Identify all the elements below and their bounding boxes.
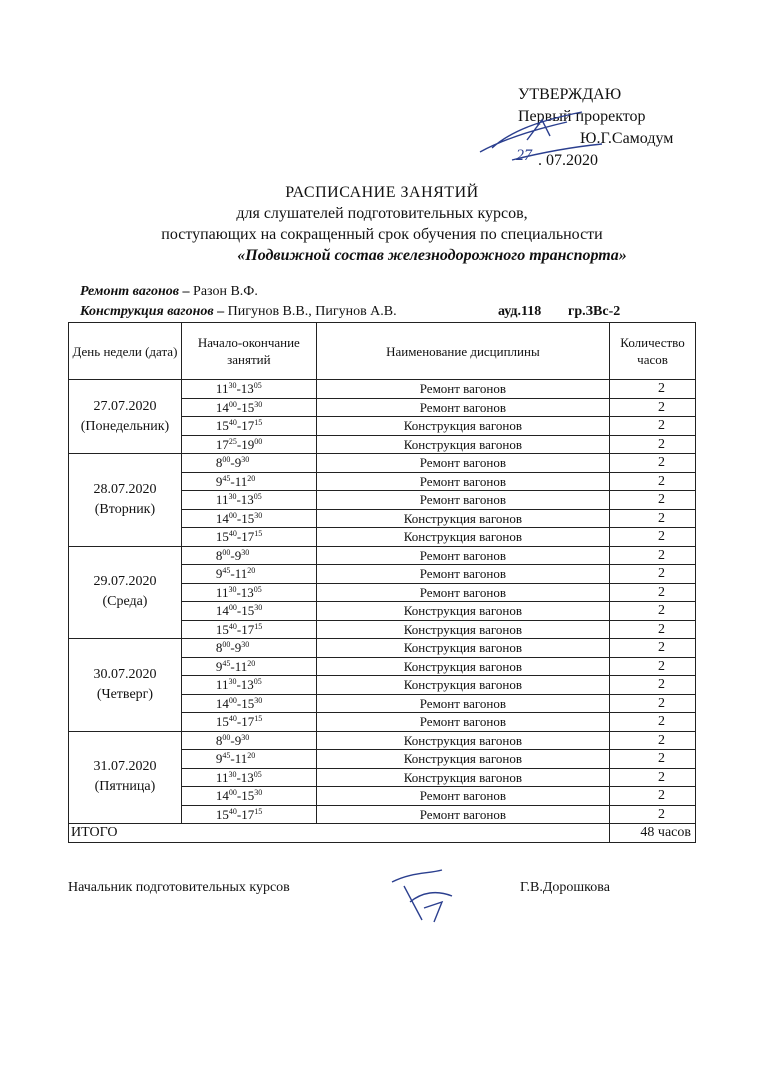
hours-cell: 2 [610,676,696,695]
discipline-cell: Конструкция вагонов [316,509,609,528]
time-cell: $15^{40}-17^{15}$ [181,713,316,732]
day-date: 30.07.2020 [93,666,157,682]
time-minutes: 30 [228,492,237,502]
schedule-body [69,380,696,824]
time-minutes: 30 [254,603,263,613]
time-hours: 11 [215,492,229,508]
time-cell: $14^{00}-15^{30}$ [181,787,316,806]
time-hours: 13 [240,381,254,397]
day-date: 31.07.2020 [93,759,157,775]
hours-cell: 2 [610,380,696,399]
time-minutes: 15 [254,529,263,539]
time-hours: 14 [215,399,229,415]
time-minutes: 30 [241,732,250,742]
time-minutes: 45 [222,658,231,668]
time-minutes: 30 [228,584,237,594]
hours-cell: 2 [610,417,696,436]
hours-cell: 2 [610,805,696,824]
time-hours: 11 [234,473,248,489]
day-cell [69,454,182,547]
discipline-cell: Ремонт вагонов [316,787,609,806]
discipline-cell: Ремонт вагонов [316,805,609,824]
time-cell: $15^{40}-17^{15}$ [181,528,316,547]
time-hours: 8 [215,455,223,471]
time-hours: 17 [241,714,255,730]
time-minutes: 20 [247,658,256,668]
header-hours: Количество часов [610,323,696,380]
time-minutes: 20 [247,566,256,576]
teacher-names: Пигунов В.В., Пигунов А.В. [227,304,397,319]
time-cell: $11^{30}-13^{05}$ [181,491,316,510]
time-cell: $8^{00}-9^{30}$ [181,731,316,750]
time-cell: $11^{30}-13^{05}$ [181,676,316,695]
time-minutes: 00 [228,510,237,520]
time-hours: 9 [234,732,242,748]
day-date: 27.07.2020 [93,398,157,414]
time-hours: 19 [241,436,255,452]
time-hours: 9 [215,473,223,489]
discipline-cell: Конструкция вагонов [316,602,609,621]
time-hours: 11 [234,658,248,674]
teachers-block [80,282,640,322]
time-cell: $9^{45}-11^{20}$ [181,565,316,584]
time-hours: 8 [215,547,223,563]
discipline-cell: Конструкция вагонов [316,750,609,769]
time-cell: $14^{00}-15^{30}$ [181,694,316,713]
day-cell [69,546,182,639]
teacher-row: Конструкция вагонов – Пигунов В.В., Пигунов А.В. ауд.118 гр.ЗВс-2 [80,302,640,322]
time-hours: 15 [215,714,229,730]
header-day: День недели (дата) [69,323,182,380]
time-cell: $17^{25}-19^{00}$ [181,435,316,454]
header-time: Начало-окончание занятий [181,323,316,380]
time-minutes: 30 [254,695,263,705]
time-hours: 9 [215,751,223,767]
hours-cell: 2 [610,565,696,584]
hours-cell: 2 [610,731,696,750]
time-hours: 15 [215,529,229,545]
time-hours: 9 [215,566,223,582]
header-discipline: Наименование дисциплины [316,323,609,380]
time-hours: 15 [215,418,229,434]
day-cell [69,639,182,732]
total-label: ИТОГО [69,824,610,843]
time-minutes: 05 [253,769,262,779]
time-minutes: 20 [247,751,256,761]
time-hours: 15 [241,399,255,415]
time-cell: $8^{00}-9^{30}$ [181,546,316,565]
time-hours: 13 [240,769,254,785]
time-cell: $14^{00}-15^{30}$ [181,398,316,417]
time-hours: 14 [215,788,229,804]
discipline-cell: Ремонт вагонов [316,583,609,602]
total-row [69,824,696,843]
discipline-cell: Конструкция вагонов [316,676,609,695]
discipline-cell: Конструкция вагонов [316,417,609,436]
time-minutes: 05 [253,381,262,391]
time-cell: $9^{45}-11^{20}$ [181,657,316,676]
time-minutes: 05 [253,584,262,594]
hours-cell: 2 [610,509,696,528]
discipline-cell: Конструкция вагонов [316,528,609,547]
day-cell [69,380,182,454]
time-minutes: 05 [253,492,262,502]
day-weekday: (Понедельник) [80,418,170,434]
head-signature [382,862,462,928]
approver-signature [472,100,622,168]
time-minutes: 45 [222,473,231,483]
time-hours: 13 [240,492,254,508]
time-minutes: 00 [228,399,237,409]
time-minutes: 30 [241,547,250,557]
time-minutes: 30 [254,510,263,520]
discipline-cell: Конструкция вагонов [316,435,609,454]
time-minutes: 15 [254,806,263,816]
time-hours: 15 [215,806,229,822]
time-cell: $15^{40}-17^{15}$ [181,805,316,824]
discipline-cell: Конструкция вагонов [316,657,609,676]
time-hours: 15 [241,695,255,711]
approver-name: Ю.Г.Самодум [580,130,674,147]
time-minutes: 00 [228,695,237,705]
teacher-discipline: Ремонт вагонов [80,284,180,299]
time-cell: $14^{00}-15^{30}$ [181,602,316,621]
time-minutes: 45 [222,566,231,576]
time-hours: 11 [234,566,248,582]
time-minutes: 30 [241,640,250,650]
schedule-table [68,322,696,843]
hours-cell: 2 [610,620,696,639]
hours-cell: 2 [610,713,696,732]
discipline-cell: Конструкция вагонов [316,639,609,658]
hours-cell: 2 [610,435,696,454]
time-hours: 8 [215,732,223,748]
time-cell: $8^{00}-9^{30}$ [181,639,316,658]
time-hours: 15 [241,788,255,804]
time-hours: 14 [215,695,229,711]
time-cell: $15^{40}-17^{15}$ [181,620,316,639]
hours-cell: 2 [610,546,696,565]
time-cell: $9^{45}-11^{20}$ [181,472,316,491]
time-cell: $11^{30}-13^{05}$ [181,380,316,399]
hours-cell: 2 [610,583,696,602]
time-hours: 8 [215,640,223,656]
time-minutes: 30 [241,455,250,465]
time-cell: $15^{40}-17^{15}$ [181,417,316,436]
time-minutes: 15 [254,418,263,428]
time-hours: 11 [234,751,248,767]
title-specialty: «Подвижной состав железнодорожного транспорта» [237,247,627,264]
hours-cell: 2 [610,454,696,473]
time-minutes: 30 [254,788,263,798]
time-minutes: 00 [222,732,231,742]
hours-cell: 2 [610,787,696,806]
discipline-cell: Ремонт вагонов [316,380,609,399]
time-hours: 15 [241,510,255,526]
time-hours: 13 [240,677,254,693]
time-minutes: 00 [254,436,263,446]
teacher-discipline: Конструкция вагонов [80,304,214,319]
time-minutes: 00 [222,640,231,650]
footer-name: Г.В.Дорошкова [520,880,610,895]
time-hours: 15 [215,621,229,637]
discipline-cell: Ремонт вагонов [316,694,609,713]
group-code: гр.ЗВс-2 [568,304,621,319]
day-weekday: (Вторник) [94,501,156,517]
table-row [69,731,696,750]
discipline-cell: Ремонт вагонов [316,713,609,732]
time-minutes: 00 [222,455,231,465]
title-main: РАСПИСАНИЕ ЗАНЯТИЙ [285,184,479,201]
time-hours: 11 [215,769,229,785]
teacher-row: Ремонт вагонов – Разон В.Ф. [80,284,258,299]
time-minutes: 00 [222,547,231,557]
time-minutes: 40 [228,529,237,539]
discipline-cell: Ремонт вагонов [316,398,609,417]
time-hours: 11 [215,584,229,600]
time-hours: 14 [215,603,229,619]
title-line-2: для слушателей подготовительных курсов, [236,205,528,222]
time-hours: 15 [241,603,255,619]
hours-cell: 2 [610,639,696,658]
hours-cell: 2 [610,528,696,547]
footer-position: Начальник подготовительных курсов [68,880,290,895]
document-title [0,182,764,266]
time-minutes: 45 [222,751,231,761]
day-cell [69,731,182,824]
table-row [69,454,696,473]
day-weekday: (Пятница) [94,779,156,795]
time-hours: 14 [215,510,229,526]
approve-label: УТВЕРЖДАЮ [518,86,622,103]
time-cell: $14^{00}-15^{30}$ [181,509,316,528]
time-minutes: 05 [253,677,262,687]
time-minutes: 40 [228,806,237,816]
time-cell: $11^{30}-13^{05}$ [181,583,316,602]
time-hours: 9 [215,658,223,674]
discipline-cell: Ремонт вагонов [316,491,609,510]
time-minutes: 15 [254,714,263,724]
time-minutes: 30 [228,677,237,687]
table-row [69,546,696,565]
discipline-cell: Конструкция вагонов [316,620,609,639]
time-hours: 9 [234,547,242,563]
teacher-names: Разон В.Ф. [193,284,258,299]
discipline-cell: Конструкция вагонов [316,768,609,787]
discipline-cell: Ремонт вагонов [316,546,609,565]
time-minutes: 30 [254,399,263,409]
time-minutes: 40 [228,621,237,631]
time-hours: 17 [241,418,255,434]
hours-cell: 2 [610,768,696,787]
discipline-cell: Ремонт вагонов [316,472,609,491]
time-minutes: 00 [228,603,237,613]
time-minutes: 25 [228,436,237,446]
time-minutes: 30 [228,769,237,779]
time-cell: $11^{30}-13^{05}$ [181,768,316,787]
time-hours: 11 [215,677,229,693]
time-hours: 9 [234,640,242,656]
time-minutes: 20 [247,473,256,483]
hours-cell: 2 [610,398,696,417]
time-hours: 9 [234,455,242,471]
time-minutes: 40 [228,714,237,724]
day-date: 29.07.2020 [93,574,157,590]
time-cell: $9^{45}-11^{20}$ [181,750,316,769]
approver-position: Первый проректор [518,108,646,125]
time-hours: 17 [215,436,229,452]
time-hours: 17 [241,529,255,545]
discipline-cell: Ремонт вагонов [316,454,609,473]
hours-cell: 2 [610,657,696,676]
time-hours: 13 [240,584,254,600]
total-value: 48 часов [610,824,696,843]
approval-date-handwritten: 27 [516,147,532,164]
discipline-cell: Конструкция вагонов [316,731,609,750]
time-minutes: 30 [228,381,237,391]
day-weekday: (Среда) [102,594,148,610]
table-row [69,380,696,399]
table-header-row [69,323,696,380]
room-number: ауд.118 [498,304,542,319]
hours-cell: 2 [610,750,696,769]
title-line-3: поступающих на сокращенный срок обучения по специальности [161,226,603,243]
time-cell: $8^{00}-9^{30}$ [181,454,316,473]
time-hours: 17 [241,806,255,822]
discipline-cell: Ремонт вагонов [316,565,609,584]
table-row [69,639,696,658]
time-hours: 17 [241,621,255,637]
approval-date-text: . 07.2020 [538,152,598,169]
hours-cell: 2 [610,694,696,713]
day-weekday: (Четверг) [96,686,154,702]
day-date: 28.07.2020 [93,481,157,497]
hours-cell: 2 [610,491,696,510]
time-minutes: 40 [228,418,237,428]
time-minutes: 15 [254,621,263,631]
time-minutes: 00 [228,788,237,798]
hours-cell: 2 [610,472,696,491]
time-hours: 11 [215,381,229,397]
hours-cell: 2 [610,602,696,621]
